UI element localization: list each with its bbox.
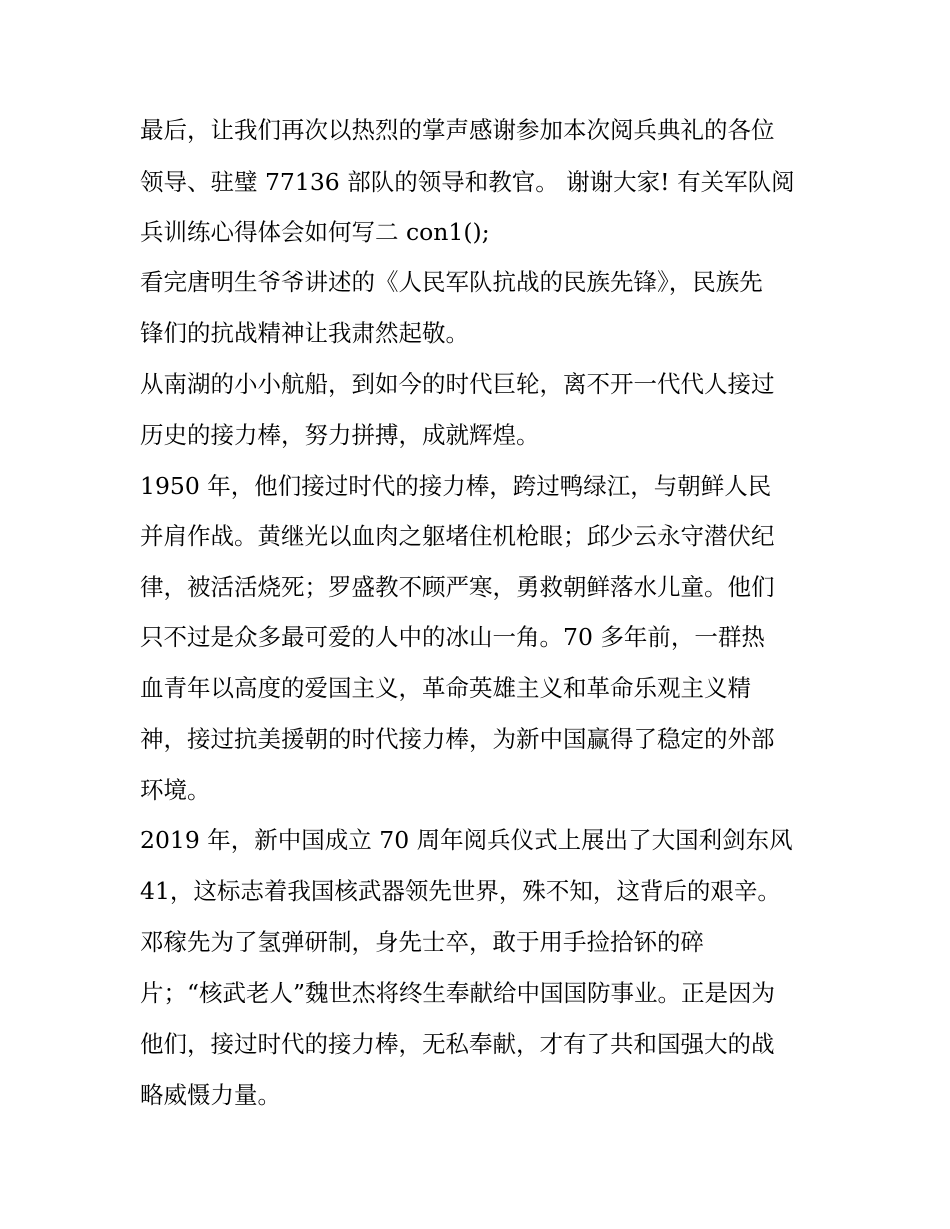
text-line-17: 邓稼先为了氢弹研制，身先士卒，敢于用手捡拾钚的碎 (140, 928, 704, 956)
text-line-9: 并肩作战。黄继光以血肉之躯堵住机枪眼；邱少云永守潜伏纪 (140, 522, 775, 550)
text-line-15: 2019 年，新中国成立 70 周年阅兵仪式上展出了大国利剑东风 (140, 826, 793, 854)
text-line-2: 领导、驻璧 77136 部队的领导和教官。 谢谢大家! 有关军队阅 (140, 168, 795, 196)
text-line-19: 他们，接过时代的接力棒，无私奉献，才有了共和国强大的战 (140, 1030, 775, 1058)
text-line-6: 从南湖的小小航船，到如今的时代巨轮，离不开一代代人接过 (140, 370, 775, 398)
text-line-4: 看完唐明生爷爷讲述的《人民军队抗战的民族先锋》，民族先 (140, 268, 763, 296)
text-line-16: 41，这标志着我国核武器领先世界，殊不知，这背后的艰辛。 (140, 877, 781, 905)
text-line-8: 1950 年，他们接过时代的接力棒，跨过鸭绿江，与朝鲜人民 (140, 472, 772, 500)
text-line-20: 略威慑力量。 (140, 1081, 281, 1109)
text-line-7: 历史的接力棒，努力拼搏，成就辉煌。 (140, 421, 540, 449)
text-line-18: 片；“核武老人”魏世杰将终生奉献给中国国防事业。正是因为 (140, 979, 776, 1007)
text-line-13: 神，接过抗美援朝的时代接力棒，为新中国赢得了稳定的外部 (140, 725, 775, 753)
text-line-3: 兵训练心得体会如何写二 con1(); (140, 218, 490, 246)
text-line-14: 环境。 (140, 776, 211, 804)
text-line-1: 最后，让我们再次以热烈的掌声感谢参加本次阅兵典礼的各位 (140, 116, 775, 144)
text-line-12: 血青年以高度的爱国主义，革命英雄主义和革命乐观主义精 (140, 674, 751, 702)
text-line-5: 锋们的抗战精神让我肃然起敬。 (140, 319, 469, 347)
text-line-11: 只不过是众多最可爱的人中的冰山一角。70 多年前，一群热 (140, 623, 765, 651)
text-line-10: 律，被活活烧死；罗盛教不顾严寒，勇救朝鲜落水儿童。他们 (140, 573, 775, 601)
